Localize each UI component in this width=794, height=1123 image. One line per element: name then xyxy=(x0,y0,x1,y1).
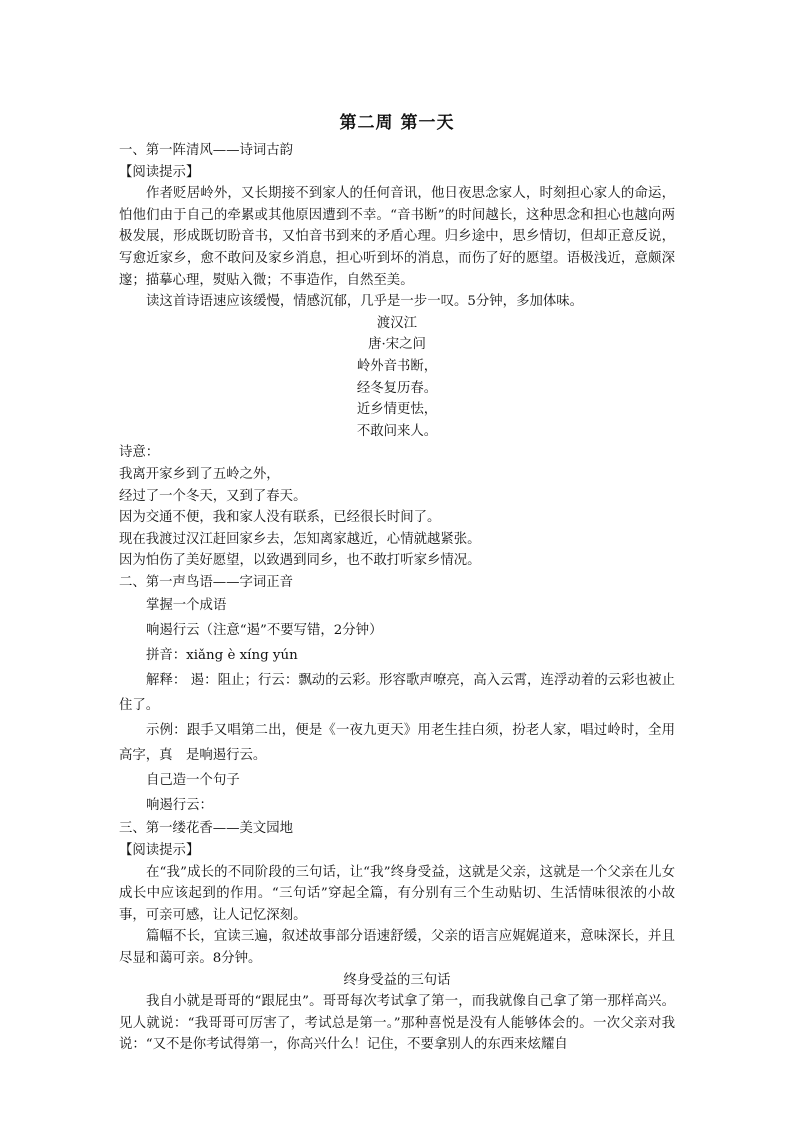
section-heading-words: 二、第一声鸟语——字词正音 xyxy=(119,574,294,590)
section-heading-essay: 三、第一缕花香——美文园地 xyxy=(119,821,294,837)
reading-tip-paragraph: 在“我”成长的不同阶段的三句话，让“我”终身受益，这就是父亲，这就是一个父亲在儿女成长中应该起到的作用。“三句话”穿起全篇，有分别有三个生动贴切、生活情味很浓的小故事，可亲可感，让人记忆深刻。 xyxy=(119,864,675,923)
meaning-line: 因为怕伤了美好愿望，以致遇到同乡，也不敢打听家乡情况。 xyxy=(119,553,481,569)
poem-title: 渡汉江 xyxy=(376,315,418,331)
poem-author: 唐·宋之问 xyxy=(368,337,426,353)
poem-line: 岭外音书断， xyxy=(356,358,438,374)
page-title: 第二周 第一天 xyxy=(339,113,455,133)
idiom-explanation: 解释： 遏：阻止；行云：飘动的云彩。形容歌声嘹亮，高入云霄，连浮动着的云彩也被止住了。 xyxy=(119,673,675,714)
document-body xyxy=(119,140,675,1056)
idiom-pinyin: 拼音：xiǎng è xíng yún xyxy=(146,648,298,664)
meaning-line: 现在我渡过汉江赶回家乡去，怎知离家越近，心情就越紧张。 xyxy=(119,531,481,547)
essay-paragraph: 我自小就是哥哥的“跟屁虫”。哥哥每次考试拿了第一，而我就像自己拿了第一那样高兴。见人就说：“我哥哥可厉害了，考试总是第一。”那种喜悦是没有人能够体会的。一次父亲对我说：“又不是你考试得第一，你高兴什么！记住，不要拿别人的东西来炫耀自 xyxy=(119,994,675,1053)
idiom-entry: 响遏行云（注意“遏”不要写错，2分钟） xyxy=(146,623,383,639)
meaning-line: 因为交通不便，我和家人没有联系，已经很长时间了。 xyxy=(119,510,441,526)
make-sentence-label: 自己造一个句子 xyxy=(146,773,240,789)
meaning-line: 经过了一个冬天，又到了春天。 xyxy=(119,488,307,504)
poem-line: 近乡情更怯， xyxy=(356,402,438,418)
poem-line: 经冬复历春。 xyxy=(356,380,438,396)
section-heading-poetry: 一、第一阵清风——诗词古韵 xyxy=(119,143,294,158)
reading-tip-label: 【阅读提示】 xyxy=(119,843,200,859)
poem-line: 不敢问来人。 xyxy=(356,423,438,439)
reading-tip-paragraph: 读这首诗语速应该缓慢，情感沉郁，几乎是一步一叹。5分钟，多加体味。 xyxy=(146,294,584,310)
reading-tip-paragraph: 作者贬居岭外，又长期接不到家人的任何音讯，他日夜思念家人，时刻担心家人的命运，怕他们由于自己的牵累或其他原因遭到不幸。“音书断”的时间越长，这种思念和担心也越向两极发展，形成既切盼音书，又怕音书到来的矛盾心理。归乡途中，思乡情切，但却正意反说，写愈近家乡，愈不敢问及家乡消息，担心听到坏的消息，而伤了好的愿望。语极浅近，意颇深邃；描摹心理，熨贴入微；不事造作，自然至美。 xyxy=(119,186,675,288)
sentence-prompt: 响遏行云： xyxy=(146,798,213,814)
reading-tip-label: 【阅读提示】 xyxy=(119,164,200,180)
essay-title: 终身受益的三句话 xyxy=(343,972,451,988)
idiom-master-label: 掌握一个成语 xyxy=(146,598,227,614)
idiom-example: 示例：跟手又唱第二出，便是《一夜九更天》用老生挂白须，扮老人家，唱过岭时，全用高字，真 是响遏行云。 xyxy=(119,723,675,764)
reading-tip-paragraph: 篇幅不长，宜读三遍，叙述故事部分语速舒缓，父亲的语言应娓娓道来，意味深长，并且尽显和蔼可亲。8分钟。 xyxy=(119,929,675,967)
meaning-label: 诗意： xyxy=(119,445,160,461)
meaning-line: 我离开家乡到了五岭之外， xyxy=(119,466,280,482)
